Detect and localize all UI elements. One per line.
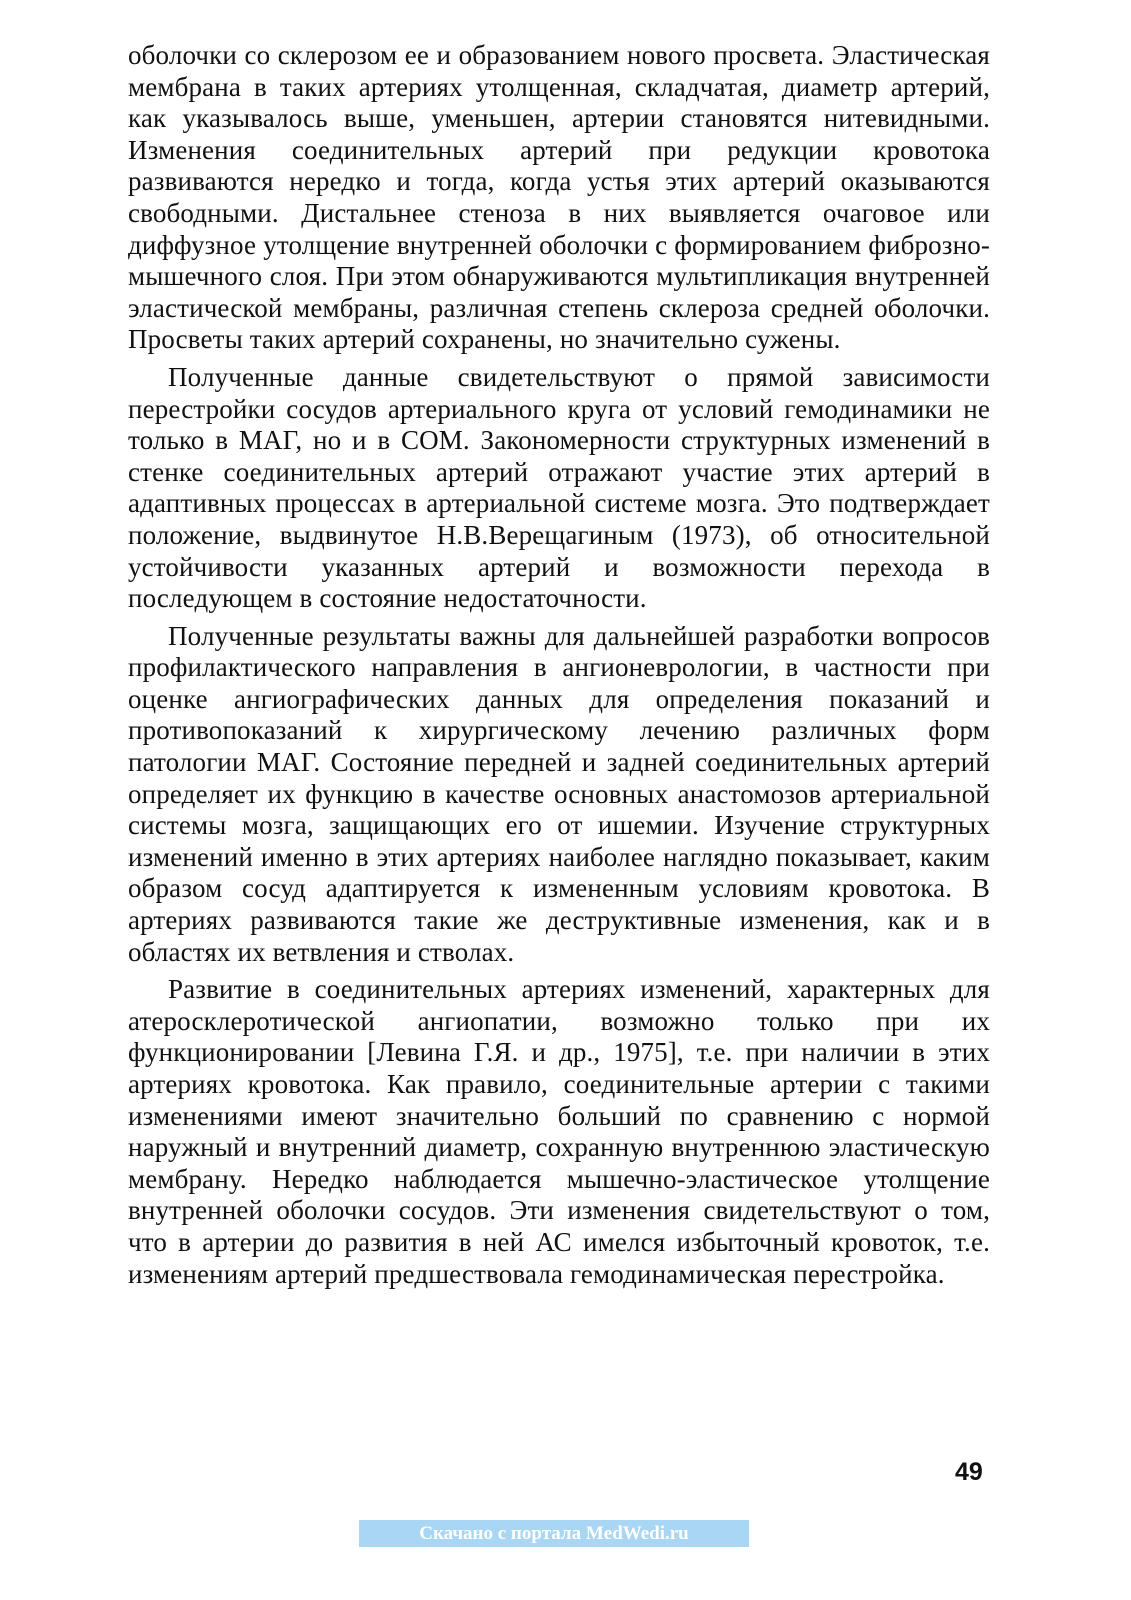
page-number: 49 [955,1458,983,1486]
paragraph-4: Развитие в соединительных артериях изменений, характерных для атеросклеротической ангиопатии, возможно только при их функционировании [Левина Г.Я. и др., 1975], т.е. при наличии в этих артериях кровотока. Как правило, соединительные артерии с такими изменениями имеют значительно больший по сравнению с нормой наружный и внутренний диаметр, сохранную внутреннюю эластическую мембрану. Нередко наблюдается мышечно-эластическое утолщение внутренней оболочки сосудов. Эти изменения свидетельствуют о том, что в артерии до развития в ней АС имелся избыточный кровоток, т.е. изменениям артерий предшествовала гемодинамическая перестройка. [128,974,990,1289]
page-body [128,40,990,1290]
paragraph-2: Полученные данные свидетельствуют о прямой зависимости перестройки сосудов артериального круга от условий гемодинамики не только в МАГ, но и в СОМ. Закономерности структурных изменений в стенке соединительных артерий отражают участие этих артерий в адаптивных процессах в артериальной системе мозга. Это подтверждает положение, выдвинутое Н.В.Верещагиным (1973), об относительной устойчивости указанных артерий и возможности перехода в последующем в состояние недостаточности. [128,361,990,614]
paragraph-1: оболочки со склерозом ее и образованием нового просвета. Эластическая мембрана в таких артериях утолщенная, складчатая, диаметр артерий, как указывалось выше, уменьшен, артерии становятся нитевидными. Изменения соединительных артерий при редукции кровотока развиваются нередко и тогда, когда устья этих артерий оказываются свободными. Дистальнее стеноза в них выявляется очаговое или диффузное утолщение внутренней оболочки с формированием фиброзно-мышечного слоя. При этом обнаруживаются мультипликация внутренней эластической мембраны, различная степень склероза средней оболочки. Просветы таких артерий сохранены, но значительно сужены. [128,40,990,355]
watermark-banner: Скачано с портала MedWedi.ru [359,1520,749,1547]
paragraph-3: Полученные результаты важны для дальнейшей разработки вопросов профилактического направления в ангионеврологии, в частности при оценке ангиографических данных для определения показаний и противопоказаний к хирургическому лечению различных форм патологии МАГ. Состояние передней и задней соединительных артерий определяет их функцию в качестве основных анастомозов артериальной системы мозга, защищающих его от ишемии. Изучение структурных изменений именно в этих артериях наиболее наглядно показывает, каким образом сосуд адаптируется к измененным условиям кровотока. В артериях развиваются такие же деструктивные изменения, как и в областях их ветвления и стволах. [128,620,990,967]
